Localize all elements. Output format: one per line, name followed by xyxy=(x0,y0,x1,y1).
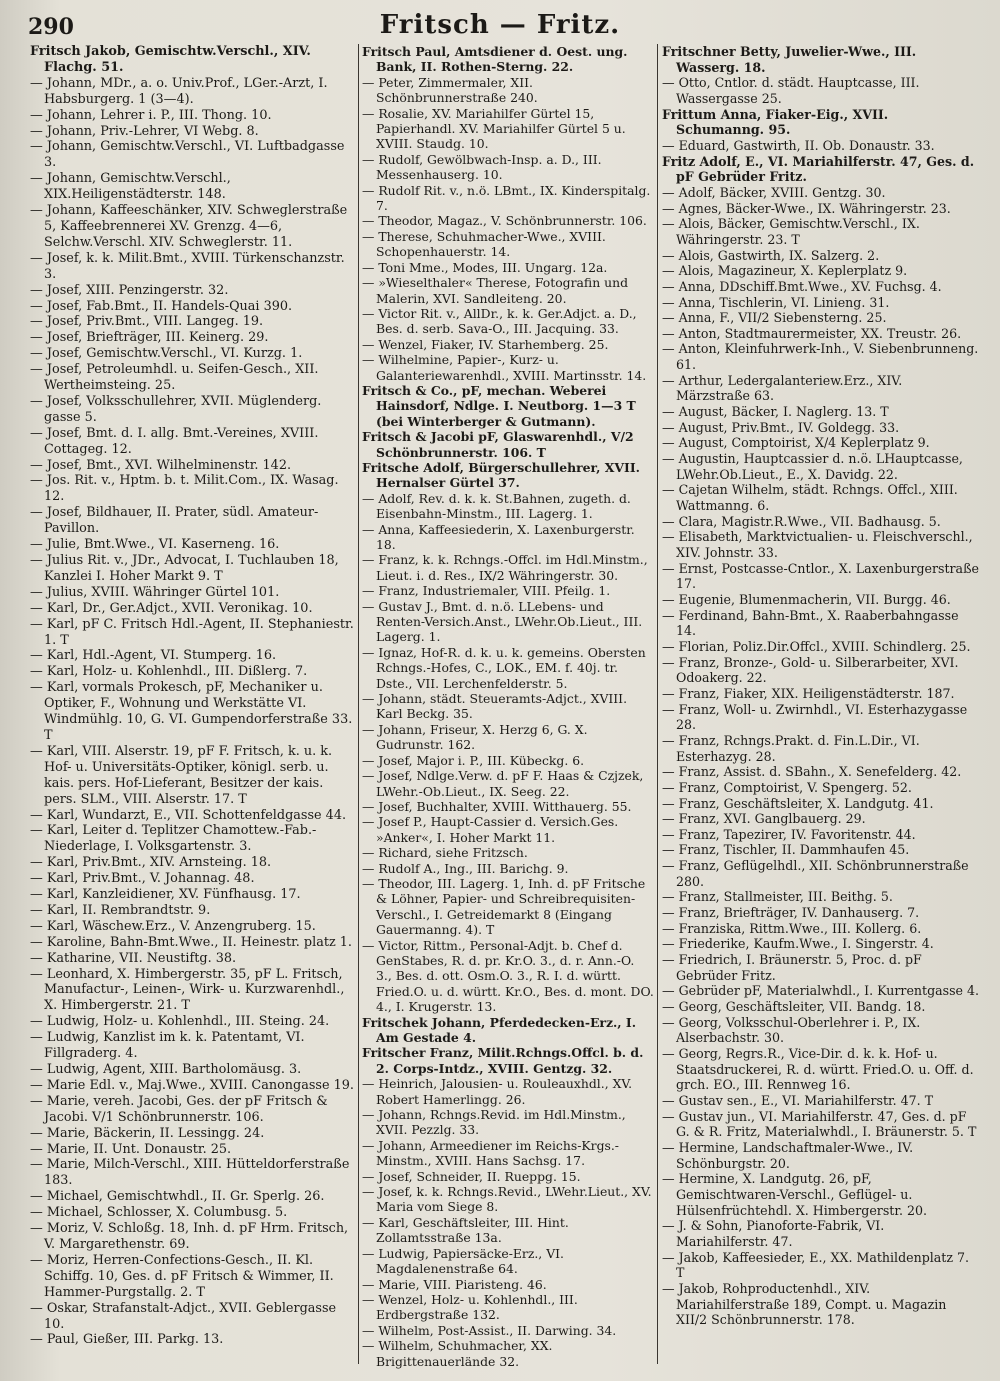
directory-entry: — Karl, Wäschew.Erz., V. Anzengruberg. 15. xyxy=(30,918,316,934)
directory-entry: — Johann, Armeediener im Reichs-Krgs.-Minstm., XVIII. Hans Sachsg. 17. xyxy=(362,1137,619,1169)
directory-entry: — Franz, Stallmeister, III. Beithg. 5. xyxy=(662,889,893,905)
column-divider xyxy=(657,44,658,1364)
directory-entry: Fritscher Franz, Milit.Rchngs.Offcl. b. d. 2. Corps-Intdz., XVIII. Gentzg. 32. xyxy=(362,1045,644,1076)
directory-entry: — Franz, Rchngs.Prakt. d. Fin.L.Dir., VI. Esterhazyg. 28. xyxy=(662,732,920,764)
directory-entry: — Rudolf, Gewölbwach-Insp. a. D., III. Messenhauserg. 10. xyxy=(362,151,602,183)
directory-entry: — Hermine, X. Landgutg. 26, pF, Gemischtwaren-Verschl., Geflügel- u. Hülsenfrüchtehdl. X. Himbergerstr. 20. xyxy=(662,1171,928,1218)
directory-entry: — Ludwig, Kanzlist im k. k. Patentamt, VI. Fillgraderg. 4. xyxy=(30,1030,305,1062)
directory-entry: — Franz, Assist. d. SBahn., X. Senefelderg. 42. xyxy=(662,764,962,780)
directory-entry: — Anton, Kleinfuhrwerk-Inh., V. Siebenbrunneng. 61. xyxy=(662,341,979,373)
directory-entry: — August, Bäcker, I. Naglerg. 13. T xyxy=(662,404,889,420)
directory-entry: — Karl, vormals Prokesch, pF, Mechaniker u. Optiker, F., Wohnung und Werkstätte VI. Windmühlg. 10, G. VI. Gumpendorferstraße 33. T xyxy=(30,680,353,743)
directory-entry: — Karl, VIII. Alserstr. 19, pF F. Fritsch, k. u. k. Hof- u. Universitäts-Optiker, königl. serb. u. kais. pers. Hof-Lieferant, Besitzer der kais. pers. SLM., VIII. Alserstr. 17. T xyxy=(30,743,333,807)
directory-entry: — Georg, Geschäftsleiter, VII. Bandg. 18. xyxy=(662,999,926,1015)
directory-entry: — Josef, XIII. Penzingerstr. 32. xyxy=(30,282,229,298)
directory-entry: — Theodor, Magaz., V. Schönbrunnerstr. 106. xyxy=(362,213,647,229)
directory-entry: — Ludwig, Papiersäcke-Erz., VI. Magdalenenstraße 64. xyxy=(362,1245,564,1277)
directory-entry: — August, Priv.Bmt., IV. Goldegg. 33. xyxy=(662,419,900,435)
directory-entry: — Josef, Petroleumhdl. u. Seifen-Gesch., XII. Wertheimsteing. 25. xyxy=(30,362,319,394)
running-head: Fritsch — Fritz. xyxy=(379,10,621,40)
directory-entry: — Johann, Kaffeeschänker, XIV. Schweglerstraße 5, Kaffeebrennerei XV. Grenzg. 4—6, Selchw.Verschl. XIV. Schweglerstr. 11. xyxy=(30,203,348,250)
directory-entry: — Agnes, Bäcker-Wwe., IX. Währingerstr. 23. xyxy=(662,200,951,216)
directory-entry: — Alois, Bäcker, Gemischtw.Verschl., IX. Währingerstr. 23. T xyxy=(662,216,920,247)
directory-entry: — Florian, Poliz.Dir.Offcl., XVIII. Schindlerg. 25. xyxy=(662,638,971,654)
directory-entry: — Hermine, Landschaftmaler-Wwe., IV. Schönburgstr. 20. xyxy=(662,1139,914,1171)
directory-entry: — Josef, Ndlge.Verw. d. pF F. Haas & Czjzek, LWehr.-Ob.Lieut., IX. Seeg. 22. xyxy=(362,768,644,799)
column-divider xyxy=(358,44,359,1364)
directory-entry: Fritsch & Jacobi pF, Glaswarenhdl., V/2 Schönbrunnerstr. 106. T xyxy=(362,429,634,460)
directory-entry: — Gustav sen., E., VI. Mariahilferstr. 47. T xyxy=(662,1092,934,1108)
directory-entry: Fritsch Jakob, Gemischtw.Verschl., XIV. Flachg. 51. xyxy=(30,44,311,75)
directory-entry: — Ferdinand, Bahn-Bmt., X. Raaberbahngasse 14. xyxy=(662,607,959,639)
directory-entry: — Karl, Priv.Bmt., XIV. Arnsteing. 18. xyxy=(30,855,272,871)
directory-entry: — Franz, Industriemaler, VIII. Pfeilg. 1. xyxy=(362,583,611,599)
directory-entry: — Ignaz, Hof-R. d. k. u. k. gemeins. Obersten Rchngs.-Hofes, C., LOK., EM. f. 40j. tr. Dste., VII. Lerchenfelderstr. 5. xyxy=(362,644,646,691)
directory-entry: — Franziska, Rittm.Wwe., III. Kollerg. 6. xyxy=(662,920,922,936)
directory-entry: — Johann, Gemischtw.Verschl., XIX.Heiligenstädterstr. 148. xyxy=(30,171,231,203)
directory-entry: — Julius, XVIII. Währinger Gürtel 101. xyxy=(30,584,280,600)
directory-entry: — Peter, Zimmermaler, XII. Schönbrunnerstraße 240. xyxy=(362,74,538,106)
directory-entry: — Josef, k. k. Milit.Bmt., XVIII. Türkenschanzstr. 3. xyxy=(30,250,345,282)
directory-entry: — Franz, k. k. Rchngs.-Offcl. im Hdl.Minstm., Lieut. i. d. Res., IX/2 Währingerstr. 30. xyxy=(362,552,648,583)
directory-entry: — Paul, Gießer, III. Parkg. 13. xyxy=(30,1332,224,1348)
directory-entry: — Johann, Gemischtw.Verschl., VI. Luftbadgasse 3. xyxy=(30,139,345,171)
directory-entry: — Karl, Wundarzt, E., VII. Schottenfeldgasse 44. xyxy=(30,807,347,823)
directory-entry: — Wenzel, Fiaker, IV. Starhemberg. 25. xyxy=(362,336,609,352)
directory-entry: — Eugenie, Blumenmacherin, VII. Burgg. 46. xyxy=(662,591,951,607)
directory-entry: — Cajetan Wilhelm, städt. Rchngs. Offcl., XIII. Wattmanng. 6. xyxy=(662,482,958,514)
directory-entry: — Franz, Fiaker, XIX. Heiligenstädterstr. 187. xyxy=(662,685,955,701)
directory-entry: — Franz, Bronze-, Gold- u. Silberarbeiter, XVI. Odoakerg. 22. xyxy=(662,654,959,686)
directory-entry: — Friedrich, I. Bräunerstr. 5, Proc. d. pF Gebrüder Fritz. xyxy=(662,952,922,983)
directory-entry: — Johann, MDr., a. o. Univ.Prof., LGer.-Arzt, I. Habsburgerg. 1 (3—4). xyxy=(30,75,328,107)
directory-entry: — Marie, VIII. Piaristeng. 46. xyxy=(362,1276,547,1292)
directory-entry: — Ernst, Postcasse-Cntlor., X. Laxenburgerstraße 17. xyxy=(662,560,979,592)
directory-entry: — Josef, Briefträger, III. Keinerg. 29. xyxy=(30,330,269,346)
directory-entry: — Marie, vereh. Jacobi, Ges. der pF Fritsch & Jacobi. V/1 Schönbrunnerstr. 106. xyxy=(30,1093,328,1125)
directory-entry: Fritschner Betty, Juwelier-Wwe., III. Wasserg. 18. xyxy=(662,44,917,75)
directory-entry: — Josef, Bmt., XVI. Wilhelminenstr. 142. xyxy=(30,457,292,473)
directory-entry: — Anna, F., VII/2 Siebensterng. 25. xyxy=(662,310,887,326)
directory-entry: — Heinrich, Jalousien- u. Rouleauxhdl., XV. Robert Hamerlingg. 26. xyxy=(362,1076,633,1107)
directory-entry: — J. & Sohn, Pianoforte-Fabrik, VI. Mariahilferstr. 47. xyxy=(662,1218,885,1249)
directory-entry: — Adolf, Bäcker, XVIII. Gentzg. 30. xyxy=(662,184,886,200)
directory-entry: — Franz, XVI. Ganglbauerg. 29. xyxy=(662,811,866,827)
directory-entry: — Michael, Gemischtwhdl., II. Gr. Sperlg. 26. xyxy=(30,1189,325,1205)
directory-entry: — Oskar, Strafanstalt-Adjct., XVII. Geblergasse 10. xyxy=(30,1300,337,1332)
directory-entry: — Karl, Priv.Bmt., V. Johannag. 48. xyxy=(30,871,255,887)
directory-entry: — Michael, Schlosser, X. Columbusg. 5. xyxy=(30,1205,288,1221)
directory-entry: — Therese, Schuhmacher-Wwe., XVIII. Schopenhauerstr. 14. xyxy=(362,228,606,260)
directory-entry: Fritschek Johann, Pferdedecken-Erz., I. Am Gestade 4. xyxy=(362,1014,637,1045)
column-1 xyxy=(30,44,356,1369)
directory-entry: — Johann, Rchngs.Revid. im Hdl.Minstm., XVII. Pezzlg. 33. xyxy=(362,1107,626,1138)
directory-entry: — Franz, Woll- u. Zwirnhdl., VI. Esterhazygasse 28. xyxy=(662,701,968,733)
directory-entry: — Alois, Gastwirth, IX. Salzerg. 2. xyxy=(662,247,880,263)
directory-entry: — Toni Mme., Modes, III. Ungarg. 12a. xyxy=(362,259,608,275)
directory-entry: — Jakob, Kaffeesieder, E., XX. Mathildenplatz 7. T xyxy=(662,1249,970,1281)
directory-entry: — Julius Rit. v., JDr., Advocat, I. Tuchlauben 18, Kanzlei I. Hoher Markt 9. T xyxy=(30,553,339,584)
directory-entry: — Gebrüder pF, Materialwhdl., I. Kurrentgasse 4. xyxy=(662,983,980,999)
directory-entry: — Arthur, Ledergalanteriew.Erz., XIV. Märzstraße 63. xyxy=(662,372,903,404)
directory-entry: — Richard, siehe Fritzsch. xyxy=(362,845,528,861)
directory-entry: — Alois, Magazineur, X. Keplerplatz 9. xyxy=(662,263,908,279)
directory-entry: Fritsch Paul, Amtsdiener d. Oest. ung. Bank, II. Rothen-Sterng. 22. xyxy=(362,44,628,75)
directory-entry: — Karl, Hdl.-Agent, VI. Stumperg. 16. xyxy=(30,648,277,664)
directory-entry: — Karl, II. Rembrandtstr. 9. xyxy=(30,902,211,918)
directory-entry: — Jos. Rit. v., Hptm. b. t. Milit.Com., IX. Wasag. 12. xyxy=(30,473,339,505)
column-2 xyxy=(362,44,654,1369)
directory-entry: — Ludwig, Holz- u. Kohlenhdl., III. Steing. 24. xyxy=(30,1014,330,1030)
directory-entry: — Franz, Tapezirer, IV. Favoritenstr. 44. xyxy=(662,826,916,842)
directory-entry: Fritz Adolf, E., VI. Mariahilferstr. 47, Ges. d. pF Gebrüder Fritz. xyxy=(662,153,975,185)
directory-entry: — Johann, Friseur, X. Herzg 6, G. X. Gudrunstr. 162. xyxy=(362,721,588,753)
directory-entry: — Theodor, III. Lagerg. 1, Inh. d. pF Fritsche & Löhner, Papier- und Schreibrequisiten-Verschl., I. Getreidemarkt 8 (Eingang Gauermanng. 4). T xyxy=(362,875,646,938)
directory-entry: Frittum Anna, Fiaker-Eig., XVII. Schumanng. 95. xyxy=(662,106,889,138)
directory-entry: — Franz, Geflügelhdl., XII. Schönbrunnerstraße 280. xyxy=(662,858,969,889)
directory-entry: — Wilhelmine, Papier-, Kurz- u. Galanteriewarenhdl., XVIII. Martinsstr. 14. xyxy=(362,352,647,383)
directory-entry: — Josef, Fab.Bmt., II. Handels-Quai 390. xyxy=(30,298,293,314)
directory-entry: — Johann, Lehrer i. P., III. Thong. 10. xyxy=(30,107,272,123)
directory-entry: — Anton, Stadtmaurermeister, XX. Treustr. 26. xyxy=(662,325,962,341)
directory-entry: — Rosalie, XV. Mariahilfer Gürtel 15, Papierhandl. XV. Mariahilfer Gürtel 5 u. XVIII. Staudg. 10. xyxy=(362,105,626,152)
directory-entry: — Elisabeth, Marktvictualien- u. Fleischverschl., XIV. Johnstr. 33. xyxy=(662,529,973,560)
directory-entry: — Karl, Dr., Ger.Adjct., XVII. Veronikag. 10. xyxy=(30,600,313,616)
directory-entry: — Josef, Buchhalter, XVIII. Witthauerg. 55. xyxy=(362,798,632,814)
directory-entry: — Josef, Bmt. d. I. allg. Bmt.-Vereines, XVIII. Cottageg. 12. xyxy=(30,425,319,457)
directory-entry: — Jakob, Rohproductenhdl., XIV. Mariahilferstraße 189, Compt. u. Magazin XII/2 Schönbrunnerstr. 178. xyxy=(662,1280,947,1328)
directory-entry: — Josef, Gemischtw.Verschl., VI. Kurzg. 1. xyxy=(30,346,303,362)
column-3 xyxy=(662,44,980,1369)
directory-entry: — Franz, Geschäftsleiter, X. Landgutg. 41. xyxy=(662,795,934,811)
directory-entry: — Karl, Holz- u. Kohlenhdl., III. Dißlerg. 7. xyxy=(30,664,308,680)
directory-entry: — Franz, Tischler, II. Dammhaufen 45. xyxy=(662,842,910,858)
directory-entry: — Josef, Priv.Bmt., VIII. Langeg. 19. xyxy=(30,314,264,330)
directory-entry: — Josef, k. k. Rchngs.Revid., LWehr.Lieut., XV. Maria vom Siege 8. xyxy=(362,1184,652,1215)
directory-entry: — August, Comptoirist, X/4 Keplerplatz 9. xyxy=(662,435,930,451)
directory-entry: — Rudolf A., Ing., III. Barichg. 9. xyxy=(362,860,569,876)
directory-entry: — Marie, Bäckerin, II. Lessingg. 24. xyxy=(30,1125,265,1141)
directory-entry: — Karl, Geschäftsleiter, III. Hint. Zollamtsstraße 13a. xyxy=(362,1214,569,1246)
directory-entry: — Anna, Tischlerin, VI. Linieng. 31. xyxy=(662,294,890,310)
directory-entry: — Wenzel, Holz- u. Kohlenhdl., III. Erdbergstraße 132. xyxy=(362,1291,578,1323)
directory-entry: — Josef, Bildhauer, II. Prater, südl. Amateur-Pavillon. xyxy=(30,505,319,537)
directory-entry: — Victor Rit. v., AllDr., k. k. Ger.Adjct. a. D., Bes. d. serb. Sava-O., III. Jacquing. 33. xyxy=(362,305,637,337)
directory-entry: — Augustin, Hauptcassier d. n.ö. LHauptcasse, LWehr.Ob.Lieut., E., X. Davidg. 22. xyxy=(662,451,963,482)
directory-entry: — Johann, städt. Steueramts-Adjct., XVIII. Karl Beckg. 35. xyxy=(362,691,628,722)
directory-entry: — Wilhelm, Schuhmacher, XX. Brigittenauerlände 32. xyxy=(362,1338,553,1369)
directory-entry: — Gustav jun., VI. Mariahilferstr. 47, Ges. d. pF G. & R. Fritz, Materialwhdl., I. Bräunerstr. 5. T xyxy=(662,1108,977,1140)
directory-entry: — Anna, Kaffeesiederin, X. Laxenburgerstr. 18. xyxy=(362,521,635,552)
directory-entry: — Gustav J., Bmt. d. n.ö. LLebens- und Renten-Versich.Anst., LWehr.Ob.Lieut., III. Lagerg. 1. xyxy=(362,598,643,645)
directory-entry: — Marie, II. Unt. Donaustr. 25. xyxy=(30,1141,232,1157)
directory-entry: — Wilhelm, Post-Assist., II. Darwing. 34. xyxy=(362,1322,617,1338)
directory-entry: Fritsch & Co., pF, mechan. Weberei Hainsdorf, Ndlge. I. Neutborg. 1—3 T (bei Winterberger & Gutmann). xyxy=(362,382,636,429)
directory-entry: Fritsche Adolf, Bürgerschullehrer, XVII. Hernalser Gürtel 37. xyxy=(362,459,640,491)
directory-entry: — Victor, Rittm., Personal-Adjt. b. Chef d. GenStabes, R. d. pr. Kr.O. 3., d. r. Ann.-O. 3., Bes. d. ott. Osm.O. 3., R. I. d. württ. Fried.O. u. d. württ. Kr.O., Bes. d. mont. DO. 4., I. Krugerstr. 13. xyxy=(362,937,654,1015)
directory-entry: — Friederike, Kaufm.Wwe., I. Singerstr. 4. xyxy=(662,936,934,952)
directory-entry: — Moriz, V. Schloßg. 18, Inh. d. pF Hrm. Fritsch, V. Margarethenstr. 69. xyxy=(30,1221,349,1252)
directory-entry: — Franz, Comptoirist, V. Spengerg. 52. xyxy=(662,779,912,795)
directory-entry: — Karl, Leiter d. Teplitzer Chamottew.-Fab.-Niederlage, I. Volksgartenstr. 3. xyxy=(30,823,317,855)
directory-entry: — Georg, Volksschul-Oberlehrer i. P., IX. Alserbachstr. 30. xyxy=(662,1014,921,1046)
directory-entry: — Katharine, VII. Neustiftg. 38. xyxy=(30,950,237,966)
directory-entry: — Josef, Major i. P., III. Kübeckg. 6. xyxy=(362,752,585,768)
directory-entry: — Johann, Priv.-Lehrer, VI Webg. 8. xyxy=(30,123,259,139)
directory-entry: — Adolf, Rev. d. k. k. St.Bahnen, zugeth. d. Eisenbahn-Minstm., III. Lagerg. 1. xyxy=(362,490,631,522)
directory-entry: — Otto, Cntlor. d. städt. Hauptcasse, III. Wassergasse 25. xyxy=(662,75,920,106)
directory-entry: — Eduard, Gastwirth, II. Ob. Donaustr. 33. xyxy=(662,137,935,153)
directory-entry: — Leonhard, X. Himbergerstr. 35, pF L. Fritsch, Manufactur-, Leinen-, Wirk- u. Kurzwarenhdl., X. Himbergerstr. 21. T xyxy=(30,966,345,1014)
directory-entry: — Karl, pF C. Fritsch Hdl.-Agent, II. Stephaniestr. 1. T xyxy=(30,616,354,648)
directory-entry: — Julie, Bmt.Wwe., VI. Kaserneng. 16. xyxy=(30,537,280,553)
directory-entry: — Karl, Kanzleidiener, XV. Fünfhausg. 17. xyxy=(30,887,301,903)
directory-entry: — Ludwig, Agent, XIII. Bartholomäusg. 3. xyxy=(30,1062,302,1077)
directory-entry: — Georg, Regrs.R., Vice-Dir. d. k. k. Hof- u. Staatsdruckerei, R. d. württ. Fried.O. u. Off. d. grch. EO., III. Rennweg 16. xyxy=(662,1046,974,1093)
directory-entry: — Moriz, Herren-Confections-Gesch., II. Kl. Schiffg. 10, Ges. d. pF Fritsch & Wimmer, II. Hammer-Purgstallg. 2. T xyxy=(30,1252,334,1300)
directory-entry: — Marie Edl. v., Maj.Wwe., XVIII. Canongasse 19. xyxy=(30,1077,354,1093)
directory-entry: — Josef, Volksschullehrer, XVII. Müglenderg. gasse 5. xyxy=(30,393,322,425)
directory-entry: — Anna, DDschiff.Bmt.Wwe., XV. Fuchsg. 4. xyxy=(662,278,942,294)
directory-entry: — Josef P., Haupt-Cassier d. Versich.Ges. »Anker«, I. Hoher Markt 11. xyxy=(362,814,619,845)
directory-entry: — »Wieselthaler« Therese, Fotografin und Malerin, XVI. Sandleiteng. 20. xyxy=(362,275,628,306)
page-header xyxy=(0,8,1000,44)
page-number: 290 xyxy=(28,14,74,40)
directory-entry: — Clara, Magistr.R.Wwe., VII. Badhausg. 5. xyxy=(662,513,941,529)
directory-entry: — Rudolf Rit. v., n.ö. LBmt., IX. Kinderspitalg. 7. xyxy=(362,182,651,214)
directory-entry: — Franz, Briefträger, IV. Danhauserg. 7. xyxy=(662,905,920,921)
directory-entry: — Josef, Schneider, II. Rueppg. 15. xyxy=(362,1168,581,1184)
directory-entry: — Karoline, Bahn-Bmt.Wwe., II. Heinestr. platz 1. xyxy=(30,934,353,950)
directory-entry: — Marie, Milch-Verschl., XIII. Hütteldorferstraße 183. xyxy=(30,1157,350,1189)
